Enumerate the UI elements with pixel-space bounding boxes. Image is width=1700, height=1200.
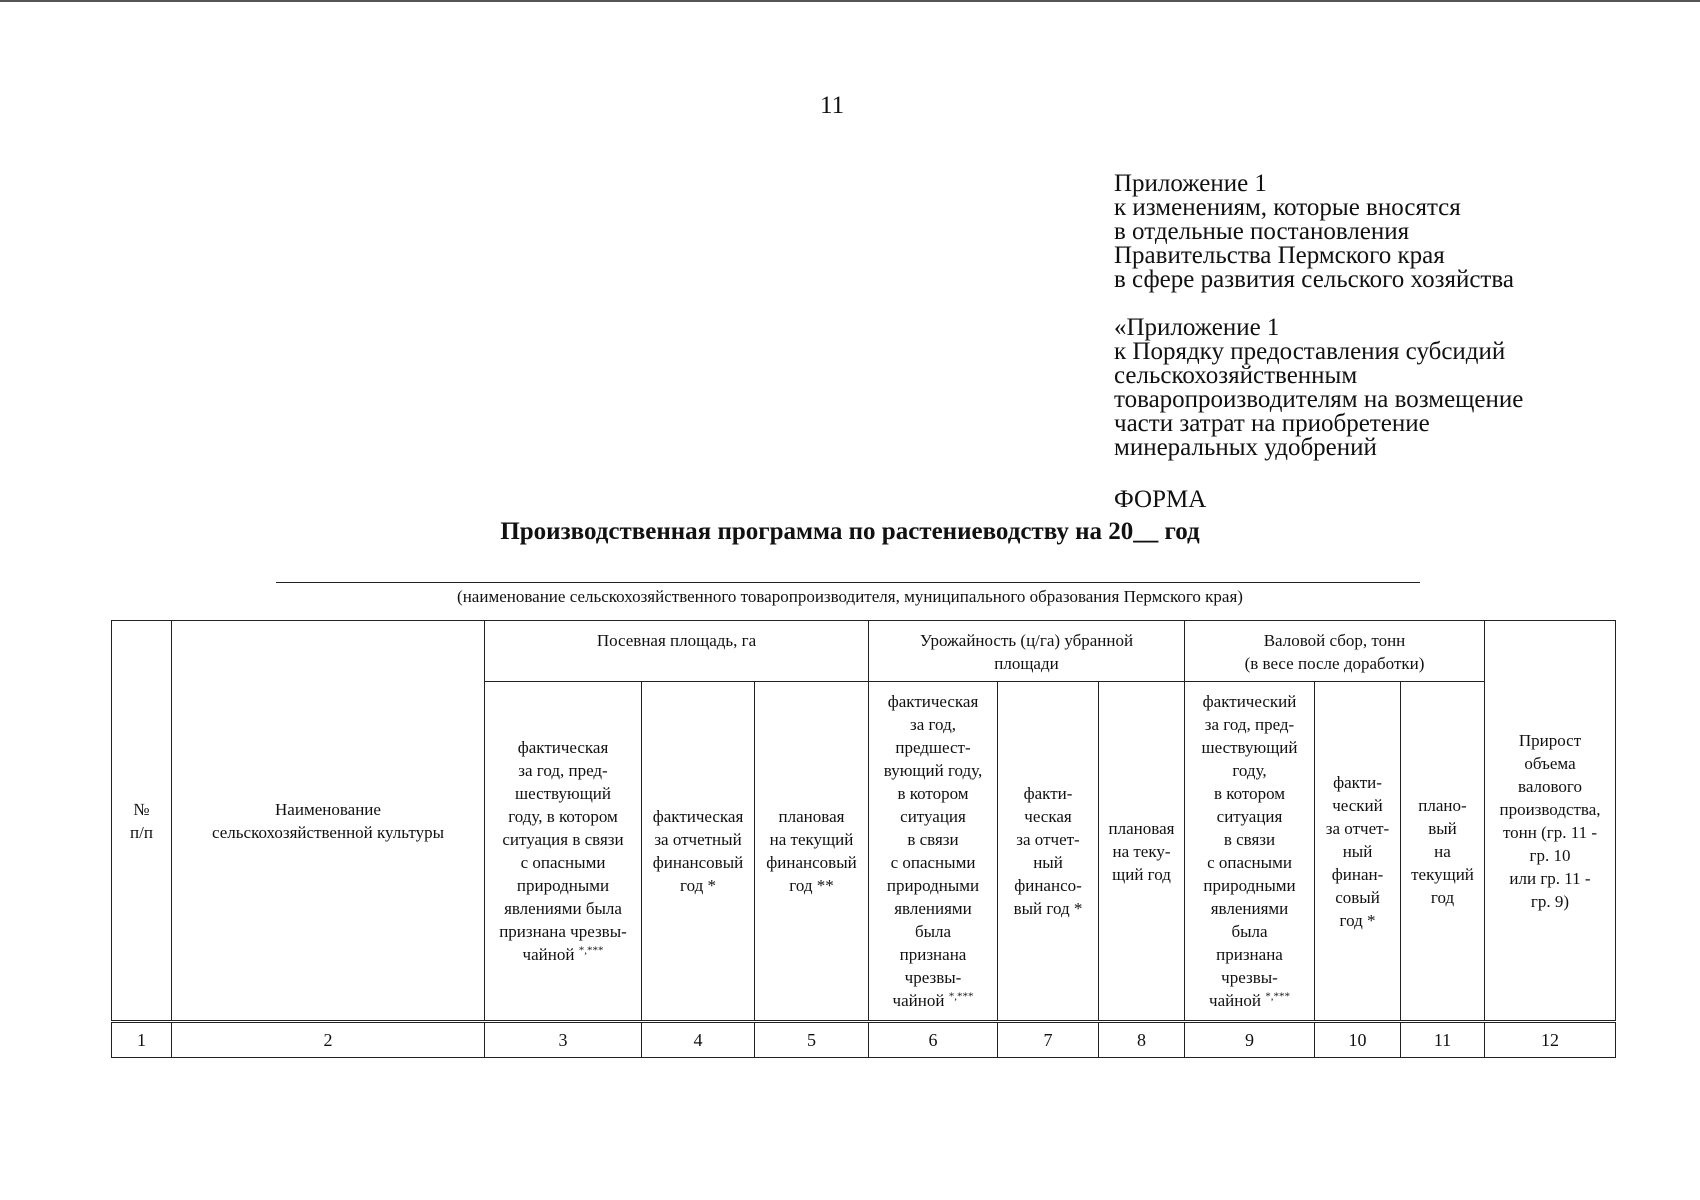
column-number-cell: 11 <box>1401 1022 1485 1058</box>
header-harvest-emergency-year <box>1185 682 1315 1022</box>
fill-in-line <box>276 582 1420 583</box>
column-number-cell: 8 <box>1099 1022 1185 1058</box>
production-program-table <box>111 620 1616 1058</box>
column-number-cell: 2 <box>172 1022 485 1058</box>
column-number-cell: 4 <box>642 1022 755 1058</box>
header-area-planned: плановая на текущий финансовый год ** <box>755 682 869 1022</box>
column-number-cell: 3 <box>485 1022 642 1058</box>
header-production-growth: Прирост объема валового производства, тонн (гр. 11 - гр. 10 или гр. 11 - гр. 9) <box>1485 621 1616 1022</box>
appendix-line: Правительства Пермского края <box>1114 242 1445 269</box>
column-number-cell: 10 <box>1315 1022 1401 1058</box>
header-harvest-actual: факти- ческий за отчет- ный финан- совый год * <box>1315 682 1401 1022</box>
quoted-appendix-line: части затрат на приобретение <box>1114 410 1430 437</box>
appendix-line: Приложение 1 <box>1114 170 1267 197</box>
header-harvest-emergency-text: фактический за год, пред- шествующий году, в котором ситуация в связи с опасными природными явлениями была признана чрезвы- чайной <box>1201 692 1298 1010</box>
column-number-cell: 1 <box>112 1022 172 1058</box>
quoted-appendix-header <box>1114 316 1674 460</box>
appendix-header <box>1114 172 1674 292</box>
header-number: № п/п <box>112 621 172 1022</box>
header-yield-emergency-year <box>869 682 998 1022</box>
appendix-line: в отдельные постановления <box>1114 218 1410 245</box>
scan-edge-line <box>0 0 1700 2</box>
fill-in-caption: (наименование сельскохозяйственного товаропроизводителя, муниципального образования Пермского края) <box>457 587 1243 606</box>
footnote-mark: *,*** <box>948 990 974 1003</box>
header-yield-emergency-text: фактическая за год, предшест- вующий году, в котором ситуация в связи с опасными природными явлениями была признана чрезвы- чайной <box>883 692 983 1010</box>
header-harvest-planned: плано- вый на текущий год <box>1401 682 1485 1022</box>
table-header-row-1 <box>112 621 1616 682</box>
header-crop-name: Наименование сельскохозяйственной культуры <box>172 621 485 1022</box>
appendix-line: к изменениям, которые вносятся <box>1114 194 1461 221</box>
header-sown-area-group: Посевная площадь, га <box>485 621 869 682</box>
header-area-emergency-year <box>485 682 642 1022</box>
header-yield-planned: плановая на теку- щий год <box>1099 682 1185 1022</box>
header-area-actual: фактическая за отчетный финансовый год * <box>642 682 755 1022</box>
appendix-line: в сфере развития сельского хозяйства <box>1114 266 1514 293</box>
column-numbers-row <box>112 1022 1616 1058</box>
column-number-cell: 12 <box>1485 1022 1616 1058</box>
header-gross-harvest-group: Валовой сбор, тонн (в весе после доработки) <box>1185 621 1485 682</box>
quoted-appendix-line: сельскохозяйственным <box>1114 362 1358 389</box>
footnote-mark: *,*** <box>1265 990 1290 1003</box>
page-number: 11 <box>820 92 845 119</box>
quoted-appendix-line: минеральных удобрений <box>1114 434 1377 461</box>
column-number-cell: 9 <box>1185 1022 1315 1058</box>
header-area-emergency-text: фактическая за год, пред- шествующий году, в котором ситуация в связи с опасными природными явлениями была признана чрезвы- чайной <box>499 738 627 964</box>
header-yield-group: Урожайность (ц/га) убранной площади <box>869 621 1185 682</box>
header-yield-actual: факти- ческая за отчет- ный финансо- вый год * <box>998 682 1099 1022</box>
form-label: ФОРМА <box>1114 486 1207 513</box>
column-number-cell: 5 <box>755 1022 869 1058</box>
quoted-appendix-line: к Порядку предоставления субсидий <box>1114 338 1506 365</box>
column-number-cell: 7 <box>998 1022 1099 1058</box>
column-number-cell: 6 <box>869 1022 998 1058</box>
document-title: Производственная программа по растениеводству на 20__ год <box>500 518 1200 545</box>
footnote-mark: *,*** <box>578 944 604 957</box>
quoted-appendix-line: товаропроизводителям на возмещение <box>1114 386 1524 413</box>
quoted-appendix-line: «Приложение 1 <box>1114 314 1280 341</box>
